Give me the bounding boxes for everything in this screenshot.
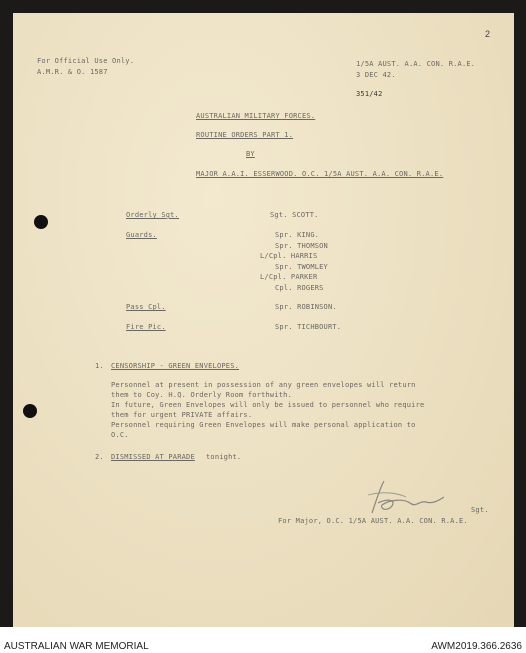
- title-routine-orders: ROUTINE ORDERS PART 1.: [196, 131, 294, 139]
- duty-name: Spr. THOMSON: [275, 242, 328, 250]
- document-page: [13, 13, 514, 627]
- duty-name: L/Cpl. HARRIS: [260, 252, 318, 260]
- header-left-2: A.M.R. & O. 1587: [37, 68, 108, 76]
- duty-label-pass: Pass Cpl.: [126, 303, 166, 311]
- item-1-line: Personnel requiring Green Envelopes will make personal application to: [111, 421, 416, 429]
- page-number: 2: [485, 29, 491, 39]
- signature-block: For Major, O.C. 1/5A AUST. A.A. CON. R.A.E.: [278, 517, 468, 525]
- duty-name: Spr. KING.: [275, 231, 320, 239]
- punch-hole-top: [34, 215, 48, 229]
- item-1-line: them for urgent PRIVATE affairs.: [111, 411, 253, 419]
- duty-name: Spr. TICHBOURT.: [275, 323, 342, 331]
- duty-label-orderly: Orderly Sgt.: [126, 211, 179, 219]
- duty-name: Spr. TWOMLEY: [275, 263, 328, 271]
- header-left-1: For Official Use Only.: [37, 57, 135, 65]
- archive-footer: [0, 627, 526, 653]
- item-1-line: In future, Green Envelopes will only be issued to personnel who require: [111, 401, 425, 409]
- title-authority: MAJOR A.A.I. ESSERWOOD. O.C. 1/5A AUST. A.A. CON. R.A.E.: [196, 170, 444, 178]
- duty-name: Spr. ROBINSON.: [275, 303, 337, 311]
- item-1-number: 1.: [95, 362, 104, 370]
- item-1-line: Personnel at present in possession of any green envelopes will return: [111, 381, 416, 389]
- item-1-line: O.C.: [111, 431, 129, 439]
- header-right-2: 3 DEC 42.: [356, 71, 396, 79]
- archive-reference: AWM2019.366.2636: [431, 641, 522, 652]
- archive-name: AUSTRALIAN WAR MEMORIAL: [4, 641, 149, 652]
- signature-rank: Sgt.: [471, 506, 489, 514]
- duty-name: Sgt. SCOTT.: [270, 211, 319, 219]
- handwritten-signature: [358, 473, 448, 523]
- punch-hole-bottom: [23, 404, 37, 418]
- title-military-forces: AUSTRALIAN MILITARY FORCES.: [196, 112, 316, 120]
- duty-label-fire: Fire Pic.: [126, 323, 166, 331]
- duty-label-guards: Guards.: [126, 231, 157, 239]
- title-by: BY: [246, 150, 255, 158]
- item-1-heading: CENSORSHIP - GREEN ENVELOPES.: [111, 362, 240, 370]
- item-2-heading: DISMISSED AT PARADE: [111, 453, 195, 461]
- duty-name: L/Cpl. PARKER: [260, 273, 318, 281]
- item-1-line: them to Coy. H.Q. Orderly Room forthwith.: [111, 391, 292, 399]
- duty-name: Cpl. ROGERS: [275, 284, 324, 292]
- reference-number: 351/42: [356, 90, 383, 98]
- item-2-tail: tonight.: [206, 453, 242, 461]
- item-2-number: 2.: [95, 453, 104, 461]
- header-right-1: 1/5A AUST. A.A. CON. R.A.E.: [356, 60, 476, 68]
